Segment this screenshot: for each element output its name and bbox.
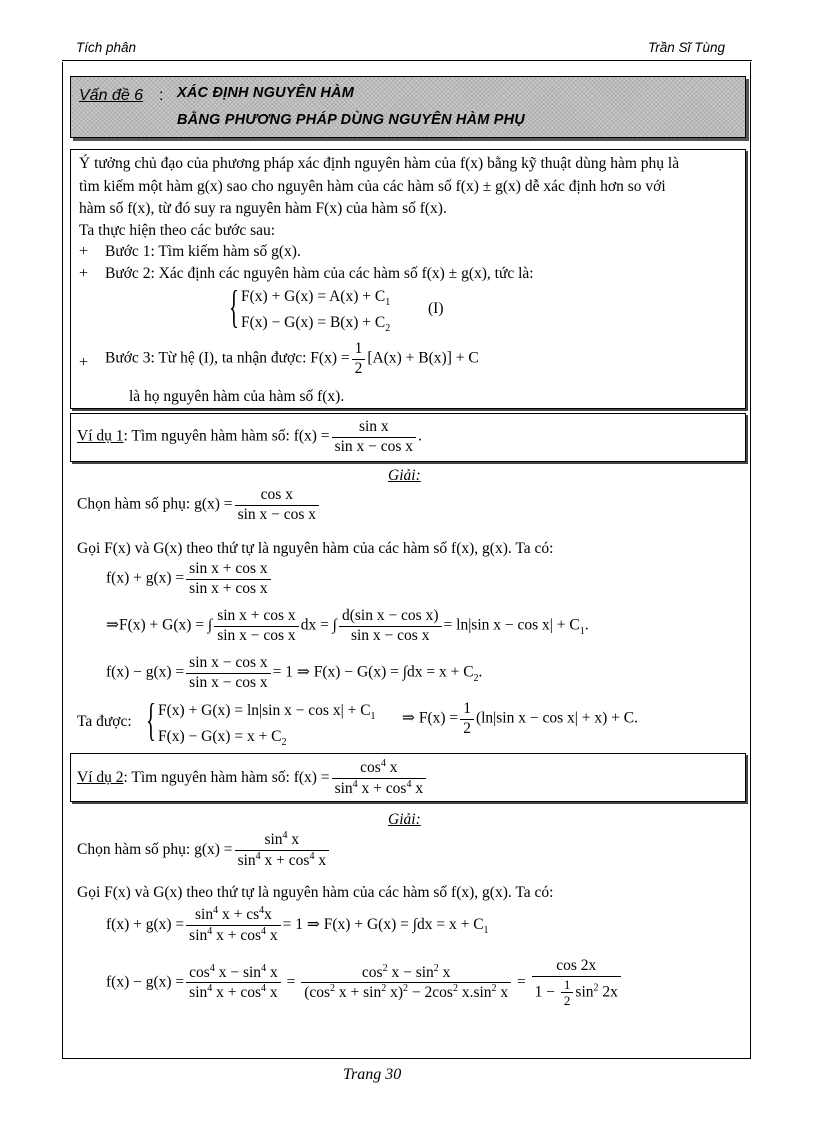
page-number: Trang 30 (343, 1066, 402, 1083)
aux-function-1: Chọn hàm số phụ: g(x) = $\frac{\text{cos x}}{\text{sin x − cos x}}$ (77, 486, 321, 524)
section-title-box (70, 76, 746, 138)
intro-p4: Ta thực hiện theo các bước sau: (79, 222, 276, 239)
section-label: Vấn đề 6 (79, 87, 144, 104)
call-statement-1: Gọi F(x) và G(x) theo thứ tự là nguyên hàm của các hàm số f(x), g(x). Ta có: (77, 540, 554, 557)
system-eq1: $F(x) + G(x) = A(x) + C_1$ (241, 288, 391, 309)
solution-heading: Giải: (388, 811, 421, 828)
example-2-statement: Ví dụ 2: Tìm nguyên hàm hàm số: f(x) = $\frac{\cos^4 x}{\sin^4 x + \cos^4 x}$ (77, 758, 428, 799)
step-3: Bước 3: Từ hệ (I), ta nhận được: F(x) = $\frac{1}{2}$ [A(x) + B(x)] + C (105, 340, 479, 377)
solution-heading: Giải: (388, 467, 421, 484)
system-label: (I) (428, 300, 444, 317)
step-1: Bước 1: Tìm kiếm hàm số g(x). (105, 243, 301, 260)
call-statement-2: Gọi F(x) và G(x) theo thứ tự là nguyên hàm của các hàm số f(x), g(x). Ta có: (77, 884, 554, 901)
ex1-line1: f(x) + g(x) = $\frac{\text{sin x + cos x}}{\text{sin x + cos x}}$ (106, 560, 273, 598)
example-2-box (70, 753, 746, 802)
section-title-line1: XÁC ĐỊNH NGUYÊN HÀM (177, 85, 354, 101)
system-brace: { (229, 281, 239, 332)
method-box (70, 149, 746, 409)
intro-p1: Ý tưởng chủ đạo của phương pháp xác định nguyên hàm của f(x) bằng kỹ thuật dùng hàm phụ là (79, 155, 680, 172)
bullet-plus: + (79, 354, 89, 371)
ex1-result: ⇒ F(x) = $\frac{1}{2}$ (ln|sin x − cos x| + x) + C. (402, 700, 638, 737)
header-left: Tích phân (76, 40, 137, 55)
section-title-line2: BẰNG PHƯƠNG PHÁP DÙNG NGUYÊN HÀM PHỤ (177, 112, 525, 128)
intro-p2: tìm kiếm một hàm g(x) sao cho nguyên hàm của các hàm số f(x) ± g(x) dễ xác định hơn so với (79, 178, 666, 195)
ex1-line3: f(x) − g(x) = $\frac{\text{sin x − cos x}}{\text{sin x − cos x}}$ = 1 ⇒ $F(x) - G(x) = \int dx = x + C_2$. (106, 654, 483, 691)
example-1-statement: Ví dụ 1: Tìm nguyên hàm hàm số: f(x) = $\frac{\text{sin x}}{\text{sin x − cos x}}$ . (77, 418, 422, 455)
step-2: Bước 2: Xác định các nguyên hàm của các hàm số f(x) ± g(x), tức là: (105, 265, 534, 282)
ex1-line2: ⇒F(x) + G(x) = ∫ $\frac{\text{sin x + cos x}}{\text{sin x − cos x}}$ dx = ∫ $\frac{\text{d(sin x − cos x)}}{\text{sin x − cos x}}$ = ln|sin $x - \cos x| + C_1$. (106, 607, 589, 644)
step-3-note: là họ nguyên hàm của hàm số f(x). (129, 388, 345, 405)
section-colon: : (159, 87, 164, 104)
ex1-system-eq1: F(x) + G(x) = ln|sin $x - \cos x| + C_1$ (158, 702, 376, 723)
header-right: Trần Sĩ Tùng (648, 40, 726, 55)
bullet-plus: + (79, 243, 89, 260)
system-eq2: $F(x) - G(x) = B(x) + C_2$ (241, 314, 391, 335)
aux-function-2: Chọn hàm số phụ: g(x) = $\frac{\sin^4 x}{\sin^4 x + \cos^4 x}$ (77, 830, 331, 871)
ex2-line1: f(x) + g(x) = $\frac{\sin^4 x + cs^4x}{\sin^4 x + \cos^4 x}$ = 1 ⇒ $F(x) + G(x) = \int dx = x + C_1$ (106, 905, 489, 944)
ex2-line2: f(x) − g(x) = $\frac{\cos^4 x - \sin^4 x}{\sin^4 x + \cos^4 x}$ = $\frac{\cos^2 x - \sin^2 x}{(\cos^2 x + \sin^2 x)^2 - 2\cos^2 x.\sin^2 x}$ = cos 2x 1 − $\frac{1}{2}$ $\sin^2 2x$ (106, 957, 623, 1009)
ex1-system-eq2: $F(x) - G(x) = x + C_2$ (158, 728, 287, 749)
intro-p3: hàm số f(x), từ đó suy ra nguyên hàm F(x) của hàm số f(x). (79, 200, 447, 217)
ex1-conclusion-label: Ta được: (77, 713, 132, 730)
ex1-brace: { (146, 694, 156, 745)
header-rule (62, 60, 752, 61)
bullet-plus: + (79, 265, 89, 282)
example-1-box (70, 413, 746, 462)
